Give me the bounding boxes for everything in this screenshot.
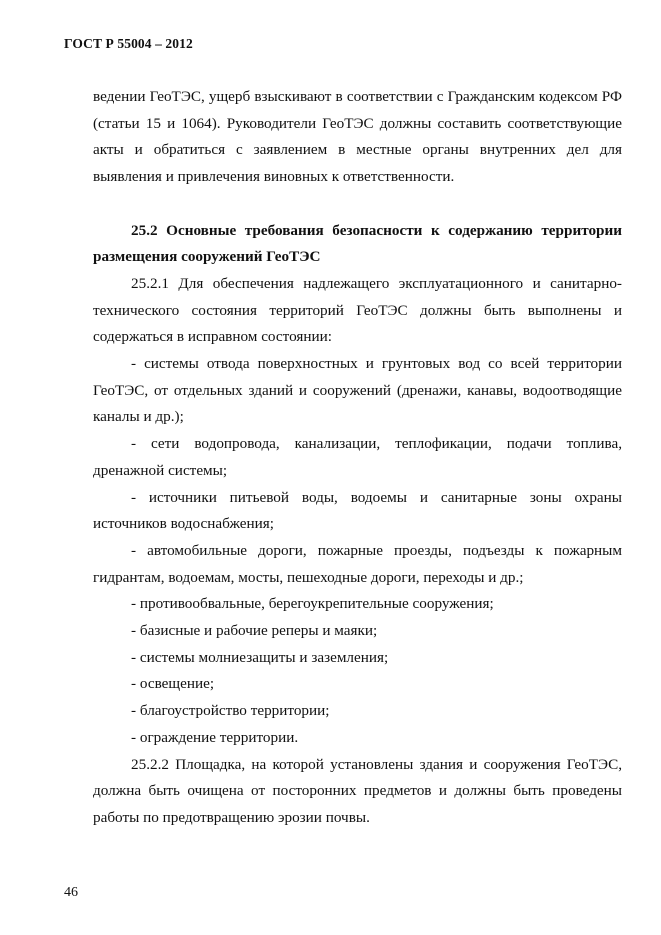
list-item: - источники питьевой воды, водоемы и санитарные зоны охраны источников водоснабжения; — [93, 488, 622, 533]
document-header: ГОСТ Р 55004 – 2012 — [64, 36, 193, 51]
list-item: - базисные и рабочие реперы и маяки; — [131, 622, 378, 640]
section-spacer — [93, 191, 622, 218]
list-item: - освещение; — [131, 675, 215, 693]
page-number: 46 — [64, 885, 78, 900]
section-heading: 25.2 Основные требования безопасности к содержанию территории размещения сооружений ГеоТЭС — [93, 221, 622, 266]
continuation-paragraph: ведении ГеоТЭС, ущерб взыскивают в соответствии с Гражданским кодексом РФ (статьи 15 и 1064). Руководители ГеоТЭС должны составить соответствующие акты и обратиться с заявлением в местные органы внутренних дел для выявления и привлечения виновных к ответственности. — [93, 88, 622, 186]
list-item: - благоустройство территории; — [131, 702, 330, 720]
list-item: - системы отвода поверхностных и грунтовых вод со всей территории ГеоТЭС, от отдельных зданий и сооружений (дренажи, канавы, водоотводящие каналы и др.); — [93, 355, 622, 426]
paragraph-25-2-2: 25.2.2 Площадка, на которой установлены здания и сооружения ГеоТЭС, должна быть очищена от посторонних предметов и должны быть проведены работы по предотвращению эрозии почвы. — [93, 755, 622, 826]
list-item: - противообвальные, берегоукрепительные сооружения; — [131, 595, 494, 613]
list-item: - ограждение территории. — [131, 728, 299, 746]
list-item: - автомобильные дороги, пожарные проезды, подъезды к пожарным гидрантам, водоемам, мосты, пешеходные дороги, переходы и др.; — [93, 541, 622, 586]
list-item: - системы молниезащиты и заземления; — [131, 648, 389, 666]
page-content — [93, 84, 622, 832]
list-item: - сети водопровода, канализации, теплофикации, подачи топлива, дренажной системы; — [93, 435, 622, 479]
paragraph-25-2-1: 25.2.1 Для обеспечения надлежащего эксплуатационного и санитарно-технического состояния территорий ГеоТЭС должны быть выполнены и содержаться в исправном состоянии: — [93, 274, 622, 346]
